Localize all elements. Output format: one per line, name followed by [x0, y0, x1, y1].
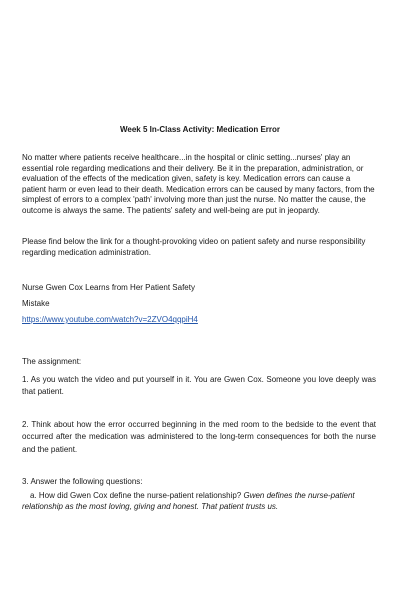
video-title: Nurse Gwen Cox Learns from Her Patient Safety [22, 283, 195, 292]
link-intro-paragraph: Please find below the link for a thought-provoking video on patient safety and nurse responsibility regarding medication administration. [22, 237, 366, 257]
video-link[interactable]: https://www.youtube.com/watch?v=2ZVO4qqpiH4 [22, 315, 198, 324]
intro-paragraph: No matter where patients receive healthcare...in the hospital or clinic setting...nurses' play an essential role regarding medications and their delivery. Be it in the preparation, administration, or evaluation of the effects of the medication given, safety is key. Medication errors can cause a patient harm or even lead to their death. Medication errors can be caused by many factors, from the simplest of errors to a complex 'path' involving more than just the nurse. No matter the cause, the outcome is always the same. The patients' safety and well-being are put in jeopardy. [22, 153, 375, 215]
assignment-item-1: 1. As you watch the video and put yourself in it. You are Gwen Cox. Someone you love deeply was that patient. [22, 375, 376, 397]
assignment-item-3: 3. Answer the following questions: [22, 477, 143, 486]
question-a [22, 491, 376, 512]
assignment-item-2: 2. Think about how the error occurred beginning in the med room to the bedside to the event that occurred after the medication was administered to the long-term consequences for both the nurse and the patient. [22, 420, 376, 454]
assignment-heading: The assignment: [22, 357, 82, 366]
video-title-continued: Mistake [22, 299, 50, 308]
document-title: Week 5 In-Class Activity: Medication Error [119, 125, 281, 134]
question-a-text: a. How did Gwen Cox define the nurse-patient relationship? [30, 491, 242, 500]
question-a-answer: Gwen defines the nurse-patient relationship as the most loving, giving and honest. That patient trusts us. [22, 491, 355, 511]
